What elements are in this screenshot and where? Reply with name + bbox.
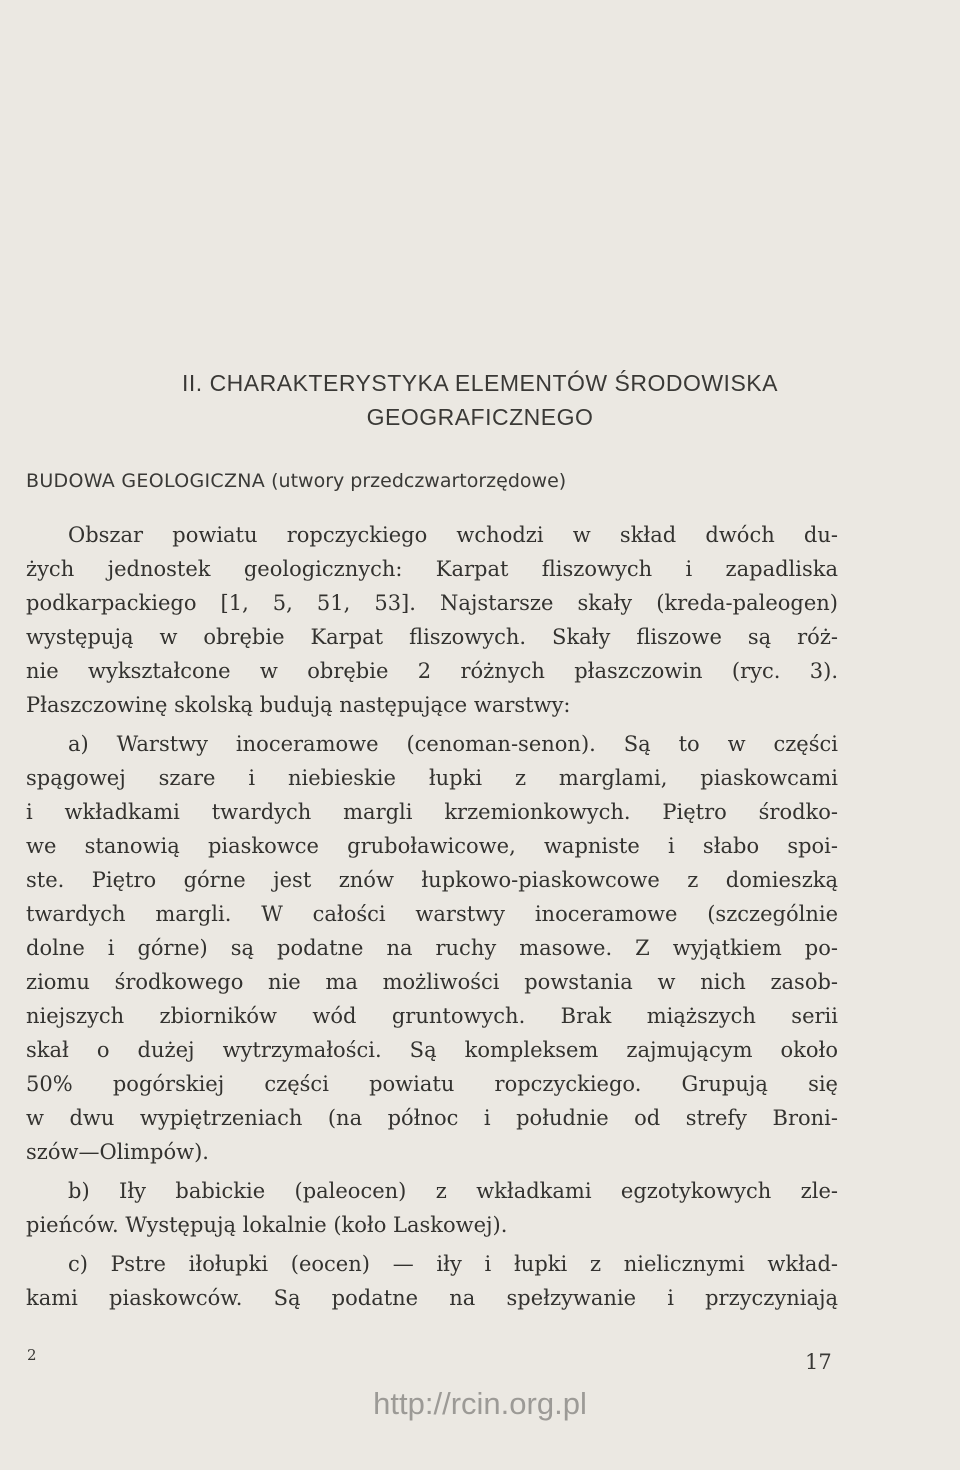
chapter-title: [40, 366, 920, 434]
page-number: 17: [805, 1350, 832, 1374]
text-line: 50% pogórskiej części powiatu ropczyckiego. Grupują się: [26, 1072, 838, 1096]
text-line: ziomu środkowego nie ma możliwości powstania w nich zasob-: [26, 970, 838, 994]
section-heading-subtitle: (utwory przedczwartorzędowe): [271, 470, 567, 492]
text-line: podkarpackiego [1, 5, 51, 53]. Najstarsze skały (kreda-paleogen): [26, 591, 838, 615]
text-line: niejszych zbiorników wód gruntowych. Brak miąższych serii: [26, 1004, 838, 1028]
text-line: nie wykształcone w obrębie 2 różnych płaszczowin (ryc. 3).: [26, 659, 838, 683]
source-watermark: http://rcin.org.pl: [373, 1386, 587, 1421]
text-line: i wkładkami twardych margli krzemionkowych. Piętro środko-: [26, 800, 838, 824]
text-line: w dwu wypiętrzeniach (na północ i południe od strefy Broni-: [26, 1106, 838, 1130]
text-line: występują w obrębie Karpat fliszowych. Skały fliszowe są róż-: [26, 625, 838, 649]
text-line: b) Iły babickie (paleocen) z wkładkami egzotykowych zle-: [68, 1179, 838, 1203]
text-line: c) Pstre iłołupki (eocen) — iły i łupki z nielicznymi wkład-: [68, 1252, 838, 1276]
text-line: pieńców. Występują lokalnie (koło Laskowej).: [26, 1213, 508, 1237]
section-heading-title: BUDOWA GEOLOGICZNA: [26, 470, 266, 492]
text-line: we stanowią piaskowce gruboławicowe, wapniste i słabo spoi-: [26, 834, 838, 858]
text-line: Płaszczowinę skolską budują następujące warstwy:: [26, 693, 571, 717]
chapter-title-line-1: II. CHARAKTERYSTYKA ELEMENTÓW ŚRODOWISKA: [182, 370, 778, 396]
text-line: Obszar powiatu ropczyckiego wchodzi w skład dwóch du-: [68, 523, 838, 547]
text-line: spągowej szare i niebieskie łupki z marglami, piaskowcami: [26, 766, 838, 790]
text-line: żych jednostek geologicznych: Karpat fliszowych i zapadliska: [26, 557, 838, 581]
text-line: skał o dużej wytrzymałości. Są kompleksem zajmującym około: [26, 1038, 838, 1062]
text-line: a) Warstwy inoceramowe (cenoman-senon). Są to w części: [68, 732, 838, 756]
section-heading: [26, 467, 926, 495]
text-line: twardych margli. W całości warstwy inoceramowe (szczególnie: [26, 902, 838, 926]
text-line: kami piaskowców. Są podatne na spełzywanie i przyczyniają: [26, 1286, 838, 1310]
text-line: ste. Piętro górne jest znów łupkowo-piaskowcowe z domieszką: [26, 868, 838, 892]
printer-signature-mark: 2: [27, 1346, 37, 1364]
text-line: szów—Olimpów).: [26, 1140, 209, 1164]
text-line: dolne i górne) są podatne na ruchy masowe. Z wyjątkiem po-: [26, 936, 838, 960]
chapter-title-line-2: GEOGRAFICZNEGO: [366, 404, 594, 430]
